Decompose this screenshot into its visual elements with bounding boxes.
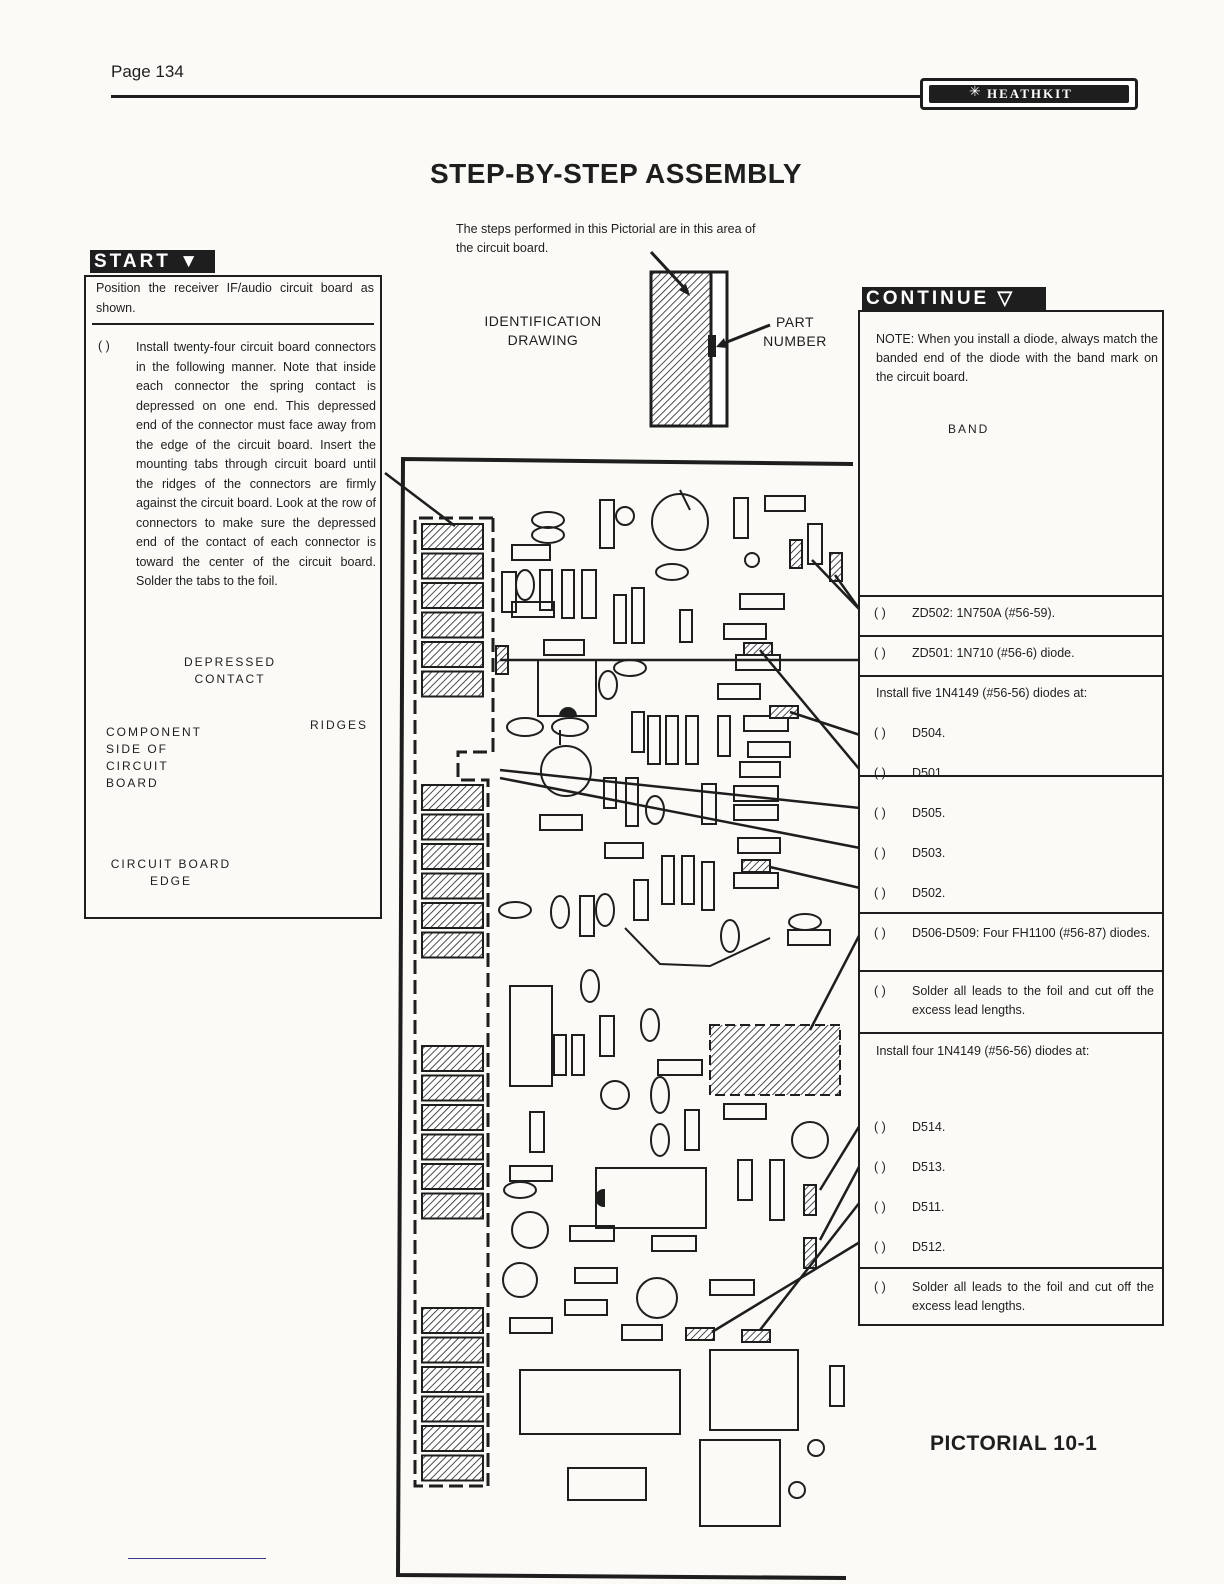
component-side-label: COMPONENT SIDE OF CIRCUIT BOARD <box>106 725 202 790</box>
step-checkbox[interactable]: ( ) <box>874 646 886 660</box>
depressed-contact-label: DEPRESSED CONTACT <box>183 655 277 686</box>
step-checkbox[interactable]: ( ) <box>874 926 886 940</box>
step-text: D501. <box>912 766 946 780</box>
board-connector <box>422 844 483 869</box>
identification-drawing <box>651 252 770 426</box>
board-connector <box>422 642 483 667</box>
continue-badge <box>862 287 1046 310</box>
step-checkbox[interactable]: ( ) <box>874 1240 886 1254</box>
step-text: D506-D509: Four FH1100 (#56-87) diodes. <box>912 926 1151 940</box>
step-text: D511. <box>912 1200 945 1214</box>
board-connector <box>422 1164 483 1189</box>
step-checkbox[interactable]: ( ) <box>874 1120 886 1134</box>
board-connector <box>422 1076 483 1101</box>
part-number-label: PART NUMBER <box>763 314 827 349</box>
atom-icon: ✳ <box>969 83 981 99</box>
step-checkbox[interactable]: ( ) <box>874 886 886 900</box>
logo-text: HEATHKIT <box>987 86 1073 101</box>
step-separator <box>860 912 1162 914</box>
board-connector <box>422 1338 483 1363</box>
board-connector <box>422 583 483 608</box>
page-title: STEP-BY-STEP ASSEMBLY <box>430 158 802 189</box>
step-separator <box>860 635 1162 637</box>
start-separator <box>92 323 374 325</box>
down-arrow-icon: ▼ <box>179 251 202 272</box>
down-triangle-icon: ▽ <box>997 288 1016 309</box>
step-checkbox[interactable]: ( ) <box>874 846 886 860</box>
board-connector <box>422 1046 483 1071</box>
heading-text: Install four 1N4149 (#56-56) diodes at: <box>876 1044 1090 1058</box>
step-checkbox[interactable]: ( ) <box>874 806 886 820</box>
band-label: BAND <box>948 422 990 436</box>
step-checkbox[interactable]: ( ) <box>874 1280 886 1294</box>
step-text: Solder all leads to the foil and cut off the excess lead lengths. <box>912 1280 1154 1313</box>
step-text: D504. <box>912 726 946 740</box>
board-connector <box>422 815 483 840</box>
step-checkbox[interactable]: ( ) <box>874 984 886 998</box>
step-separator <box>860 595 1162 597</box>
board-connector <box>422 672 483 697</box>
header-rule <box>111 95 931 98</box>
board-connector <box>422 933 483 958</box>
board-connector <box>422 524 483 549</box>
step-checkbox[interactable]: ( ) <box>874 1160 886 1174</box>
footer-rule <box>128 1558 266 1559</box>
step-separator <box>860 1267 1162 1269</box>
board-connector <box>422 874 483 899</box>
step-checkbox[interactable]: ( ) <box>874 766 886 780</box>
page-number: Page 134 <box>111 62 184 81</box>
intro-note: The steps performed in this Pictorial are in this area of the circuit board. <box>456 222 756 255</box>
step-checkbox[interactable]: ( ) <box>874 726 886 740</box>
heading-text: Install five 1N4149 (#56-56) diodes at: <box>876 686 1088 700</box>
start-panel <box>84 275 382 919</box>
board-connector <box>422 785 483 810</box>
heathkit-logo <box>920 78 1138 110</box>
step-text: D513. <box>912 1160 946 1174</box>
continue-label: CONTINUE <box>866 288 990 309</box>
step-checkbox[interactable]: ( ) <box>874 1200 886 1214</box>
board-connector <box>422 554 483 579</box>
board-components <box>496 490 844 1526</box>
continue-panel: NOTE: When you install a diode, always match the banded end of the diode with the band mark on the circuit board. BAND ( ) ZD502: 1N750A (#56-59). ( ) ZD501: 1N710 (#56-6) diode. Install five 1N4149 (#56-56) diodes at: ( ) D504. ( ) D501. ( ) D505. ( ) D503. ( ) D502. ( ) D506-D509: Four FH1100 (#56-87) diodes. ( ) Solder all leads to the foil and cut off the excess lead lengths. Install four 1N4149 (#56-56) diodes at: ( ) D514. ( ) D513. ( ) D511. ( ) D512. ( ) Solder all leads to the foil and cut off the excess lead lengths. <box>858 310 1164 1326</box>
board-connector <box>422 1397 483 1422</box>
board-connector <box>422 1456 483 1481</box>
identification-drawing-label: IDENTIFICATION DRAWING <box>484 313 602 348</box>
step-separator <box>860 1032 1162 1034</box>
connector-row <box>422 524 483 1481</box>
step-text: D502. <box>912 886 946 900</box>
board-connector <box>422 1367 483 1392</box>
step-text: D503. <box>912 846 946 860</box>
start-label: START <box>94 251 171 272</box>
step-text: Solder all leads to the foil and cut off the excess lead lengths. <box>912 984 1154 1017</box>
step-separator <box>860 970 1162 972</box>
step-text: D512. <box>912 1240 946 1254</box>
step-checkbox[interactable]: ( ) <box>98 339 110 353</box>
step-checkbox[interactable]: ( ) <box>874 606 886 620</box>
start-instruction: Position the receiver IF/audio circuit board as shown. <box>96 281 374 315</box>
pictorial-label: PICTORIAL 10-1 <box>930 1432 1098 1455</box>
board-connector <box>422 903 483 928</box>
ridges-label: RIDGES <box>310 718 369 732</box>
step-separator <box>860 675 1162 677</box>
start-badge <box>90 250 215 273</box>
step-text: D505. <box>912 806 946 820</box>
step-text: ZD502: 1N750A (#56-59). <box>912 606 1056 620</box>
connector-step-text: Install twenty-four circuit board connectors in the following manner. Note that inside each connector the spring contact is depressed on one end. This depressed end of the connector must face away from the edge of the circuit board. Insert the mounting tabs through circuit board until the ridges of the connectors are firmly against the circuit board. Look at the row of connectors to make sure the depressed end of the contact of each connector is toward the center of the circuit board. Solder the tabs to the foil. <box>136 340 376 588</box>
board-connector <box>422 1135 483 1160</box>
board-connector <box>422 1105 483 1130</box>
step-text: ZD501: 1N710 (#56-6) diode. <box>912 646 1075 660</box>
board-edge-label: CIRCUIT BOARD EDGE <box>110 857 232 888</box>
board-connector <box>422 1426 483 1451</box>
board-connector <box>422 613 483 638</box>
board-connector <box>422 1308 483 1333</box>
logo-band <box>929 85 1129 103</box>
board-connector <box>422 1194 483 1219</box>
step-text: D514. <box>912 1120 946 1134</box>
